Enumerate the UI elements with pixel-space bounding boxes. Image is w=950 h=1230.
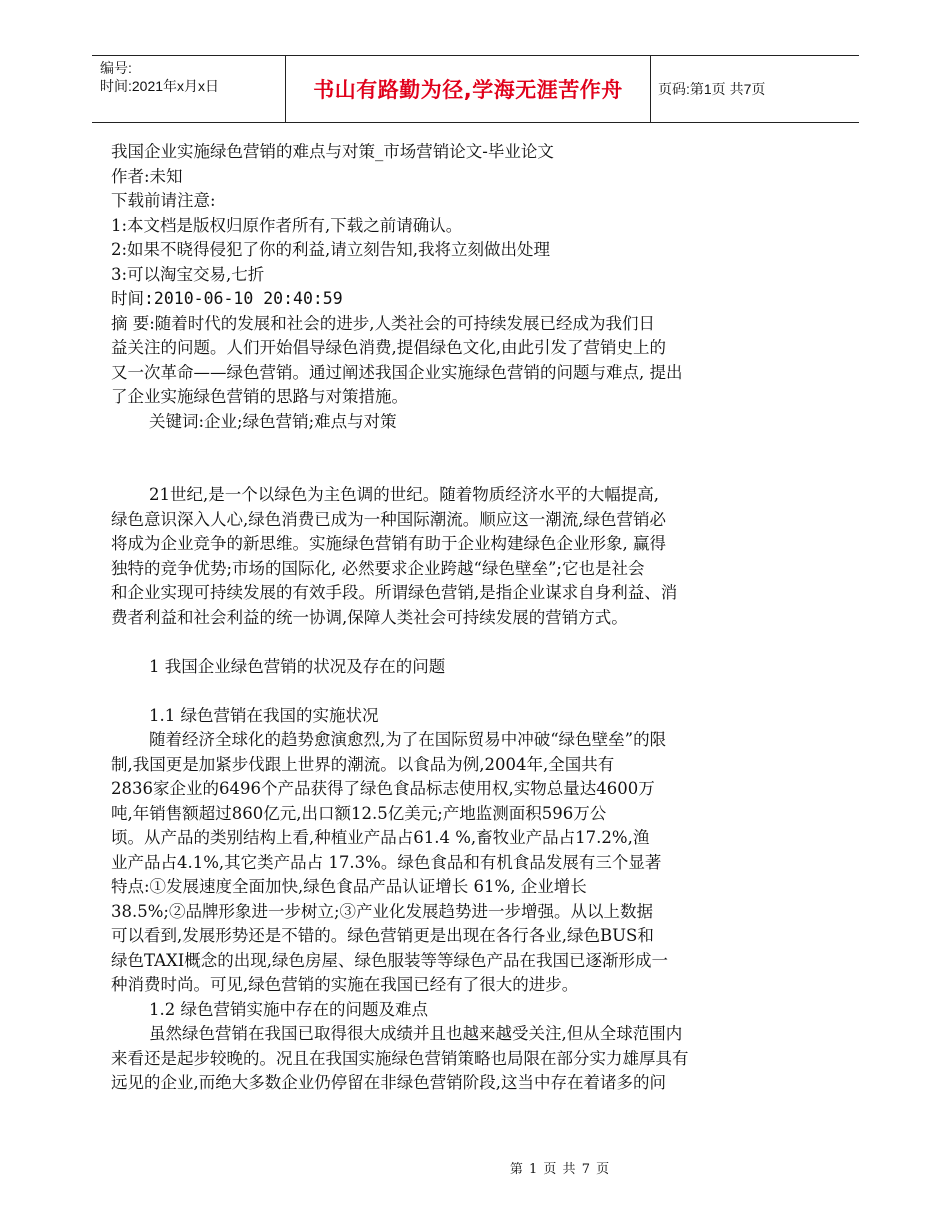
paragraph-line: 绿色TAXI概念的出现,绿色房屋、绿色服装等等绿色产品在我国已逐渐形成一 (111, 950, 669, 970)
document-title: 我国企业实施绿色营销的难点与对策_市场营销论文-毕业论文 (111, 142, 554, 161)
paragraph-line: 顷。从产品的类别结构上看,种植业产品占61.4 %,畜牧业产品占17.2%,渔 (111, 828, 650, 847)
header-meta (100, 59, 219, 95)
document-number-label: 编号: (100, 60, 132, 76)
page-footer (0, 1158, 950, 1177)
paragraph-line: 可以看到,发展形势还是不错的。绿色营销更是出现在各行各业,绿色BUS和 (111, 926, 654, 945)
paragraph-line: 虽然绿色营销在我国已取得很大成绩并且也越来越受关注,但从全球范围内 (149, 1024, 683, 1043)
paragraph-line: 21世纪,是一个以绿色为主色调的世纪。随着物质经济水平的大幅提高, (149, 485, 659, 504)
page-header (92, 55, 859, 123)
paragraph-line: 特点:①发展速度全面加快,绿色食品产品认证增长 61%, 企业增长 (111, 877, 587, 896)
abstract-line: 益关注的问题。人们开始倡导绿色消费,提倡绿色文化,由此引发了营销史上的 (111, 338, 666, 357)
header-divider (650, 56, 651, 122)
paragraph-line: 38.5%;②品牌形象进一步树立;③产业化发展趋势进一步增强。从以上数据 (111, 901, 654, 921)
paragraph-line: 和企业实现可持续发展的有效手段。所谓绿色营销,是指企业谋求自身利益、消 (111, 583, 678, 602)
paragraph-line: 种消费时尚。可见,绿色营销的实施在我国已经有了很大的进步。 (111, 975, 579, 994)
paragraph-line: 2836家企业的6496个产品获得了绿色食品标志使用权,实物总量达4600万 (111, 779, 655, 798)
notice-item: 1:本文档是版权归原作者所有,下载之前请确认。 (111, 215, 463, 235)
paragraph-line: 吨,年销售额超过860亿元,出口额12.5亿美元;产地监测面积596万公 (111, 803, 607, 823)
section-heading: 1 我国企业绿色营销的状况及存在的问题 (149, 656, 446, 676)
abstract-line: 了企业实施绿色营销的思路与对策措施。 (111, 387, 408, 406)
paragraph-gap (111, 679, 771, 704)
paragraph-line: 来看还是起步较晚的。况且在我国实施绿色营销策略也局限在部分实力雄厚具有 (111, 1048, 689, 1068)
notice-heading: 下载前请注意: (111, 191, 216, 210)
keywords-line: 关键词:企业;绿色营销;难点与对策 (149, 411, 397, 431)
paragraph-line: 独特的竞争优势;市场的国际化, 必然要求企业跨越“绿色壁垒”;它也是社会 (111, 558, 645, 578)
subsection-heading: 1.1 绿色营销在我国的实施状况 (149, 705, 379, 725)
paragraph-gap (111, 630, 771, 655)
document-timestamp: 时间:2010-06-10 20:40:59 (111, 289, 343, 308)
abstract-line: 又一次革命——绿色营销。通过阐述我国企业实施绿色营销的问题与难点, 提出 (111, 362, 683, 382)
notice-item: 2:如果不晓得侵犯了你的利益,请立刻告知,我将立刻做出处理 (111, 240, 551, 259)
header-motto: 书山有路勤为径,学海无涯苦作舟 (313, 78, 623, 102)
abstract-line: 摘 要:随着时代的发展和社会的进步,人类社会的可持续发展已经成为我们日 (111, 313, 656, 333)
paragraph-line: 制,我国更是加紧步伐跟上世界的潮流。以食品为例,2004年,全国共有 (111, 754, 615, 774)
paragraph-line: 业产品占4.1%,其它类产品占 17.3%。绿色食品和有机食品发展有三个显著 (111, 852, 662, 872)
document-time: 时间:2021年x月x日 (100, 78, 220, 94)
paragraph-line: 费者利益和社会利益的统一协调,保障人类社会可持续发展的营销方式。 (111, 607, 628, 627)
paragraph-gap (111, 434, 771, 483)
paragraph-line: 绿色意识深入人心,绿色消费已成为一种国际潮流。顺应这一潮流,绿色营销必 (111, 509, 666, 529)
document-author: 作者:未知 (111, 166, 183, 186)
paragraph-line: 随着经济全球化的趋势愈演愈烈,为了在国际贸易中冲破“绿色壁垒”的限 (149, 730, 667, 749)
paragraph-line: 远见的企业,而绝大多数企业仍停留在非绿色营销阶段,这当中存在着诸多的问 (111, 1073, 666, 1092)
paragraph-line: 将成为企业竞争的新思维。实施绿色营销有助于企业构建绿色企业形象, 赢得 (111, 534, 666, 553)
header-page-info: 页码:第1页 共7页 (658, 81, 766, 97)
subsection-heading: 1.2 绿色营销实施中存在的问题及难点 (149, 999, 428, 1019)
document-body (111, 140, 771, 1096)
notice-item: 3:可以淘宝交易,七折 (111, 264, 265, 284)
footer-page-number: 第 1 页 共 7 页 (509, 1162, 611, 1177)
